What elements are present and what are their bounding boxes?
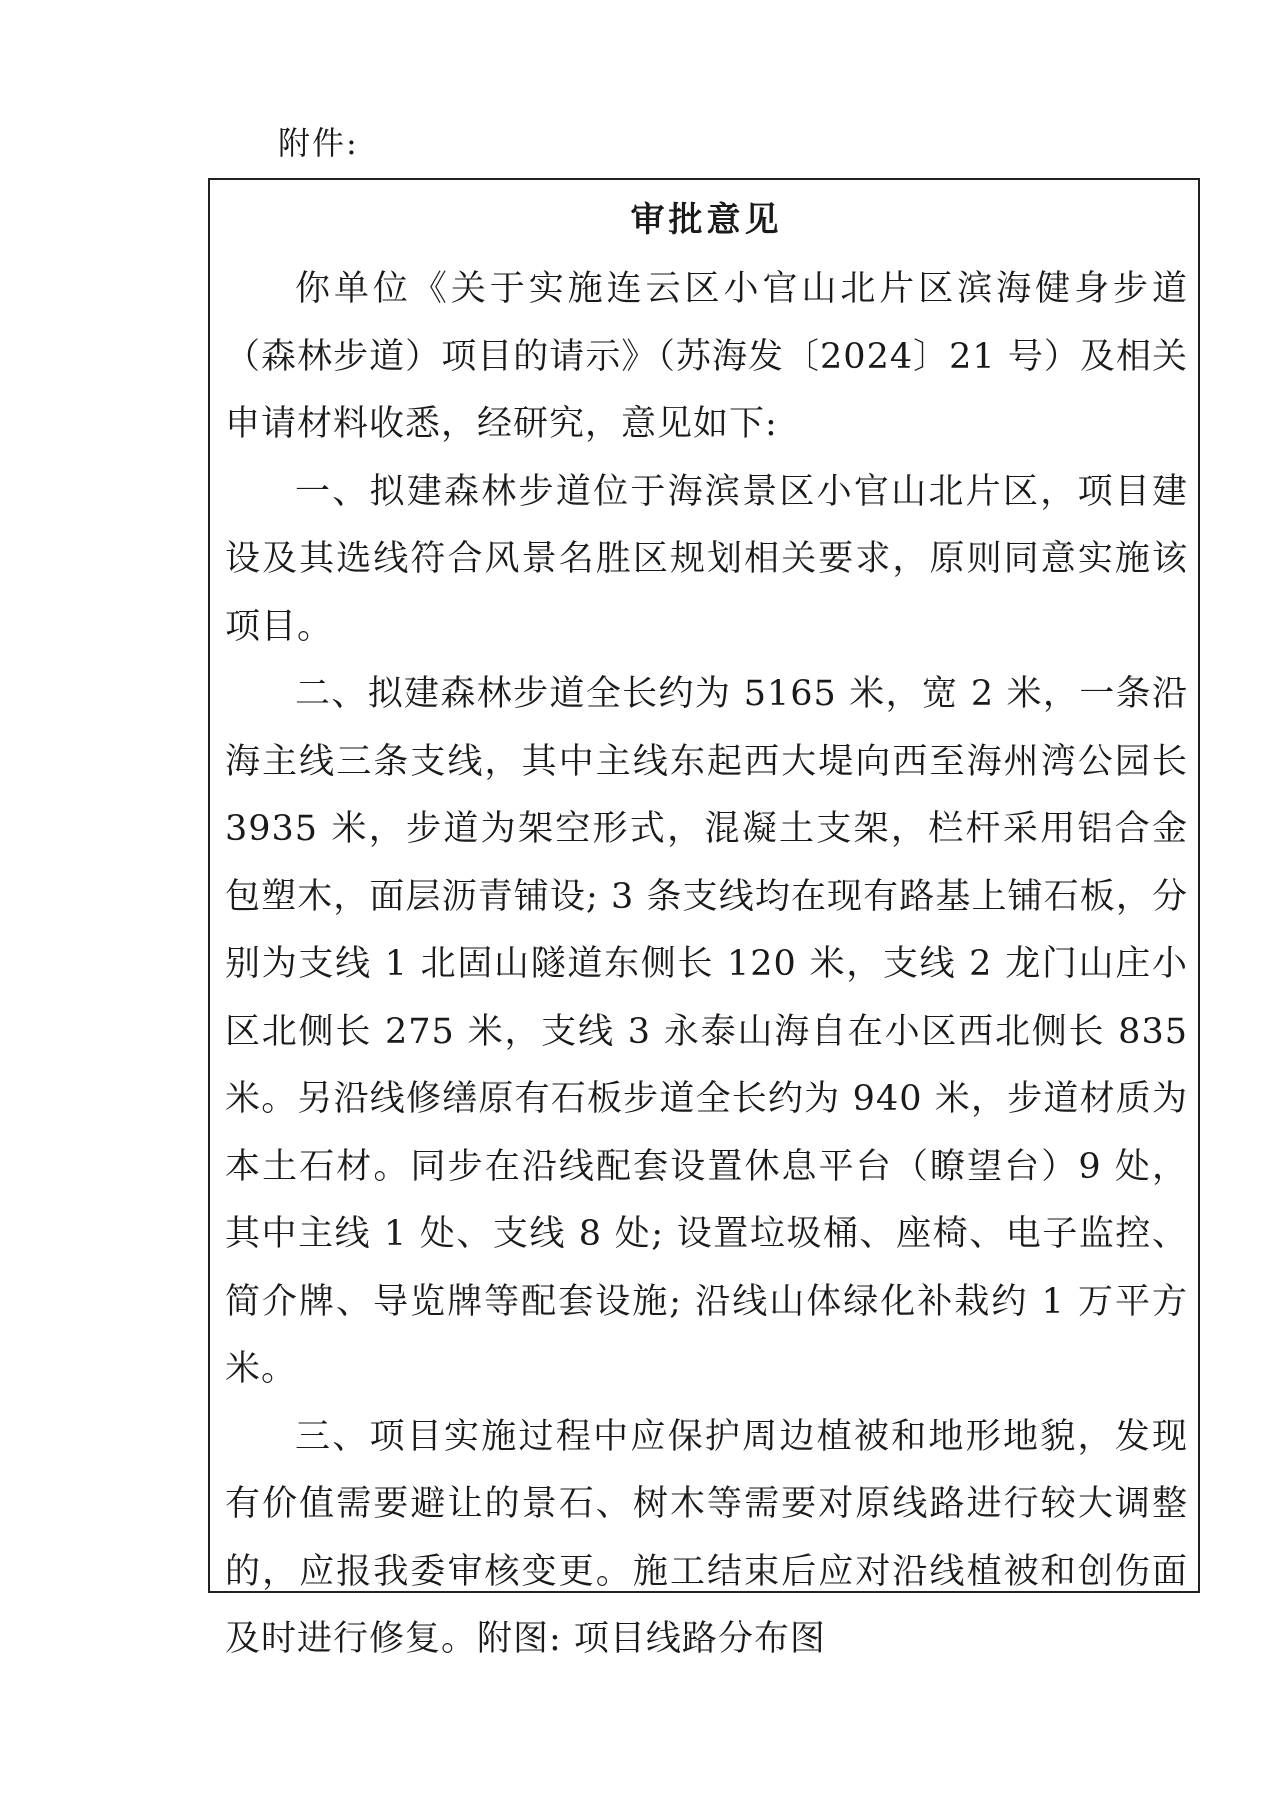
attachment-label: 附件: xyxy=(278,124,359,162)
approval-opinion-box xyxy=(208,178,1200,1659)
intro-paragraph: 你单位《关于实施连云区小官山北片区滨海健身步道（森林步道）项目的请示》（苏海发〔2024〕21 号）及相关申请材料收悉，经研究，意见如下: xyxy=(225,269,1188,444)
opinion-item-2: 二、拟建森林步道全长约为 5165 米，宽 2 米，一条沿海主线三条支线，其中主线东起西大堤向西至海州湾公园长 3935 米，步道为架空形式，混凝土支架，栏杆采用铝合金包塑木，面层沥青铺设; 3 条支线均在现有路基上铺石板，分别为支线 1 北固山隧道东侧长 120 米，支线 2 龙门山庄小区北侧长 275 米，支线 3 永泰山海自在小区西北侧长 835 米。另沿线修缮原有石板步道全长约为 940 米，步道材质为本土石材。同步在沿线配套设置休息平台（瞭望台）9 处，其中主线 1 处、支线 8 处; 设置垃圾桶、座椅、电子监控、简介牌、导览牌等配套设施; 沿线山体绿化补栽约 1 万平方米。 xyxy=(225,674,1188,1389)
approval-opinion-title: 审批意见 xyxy=(630,200,783,240)
opinion-item-3: 三、项目实施过程中应保护周边植被和地形地貌，发现有价值需要避让的景石、树木等需要对原线路进行较大调整的，应报我委审核变更。施工结束后应对沿线植被和创伤面及时进行修复。附图: 项目线路分布图 xyxy=(225,1416,1188,1659)
opinion-item-1: 一、拟建森林步道位于海滨景区小官山北片区，项目建设及其选线符合风景名胜区规划相关要求，原则同意实施该项目。 xyxy=(225,471,1188,647)
